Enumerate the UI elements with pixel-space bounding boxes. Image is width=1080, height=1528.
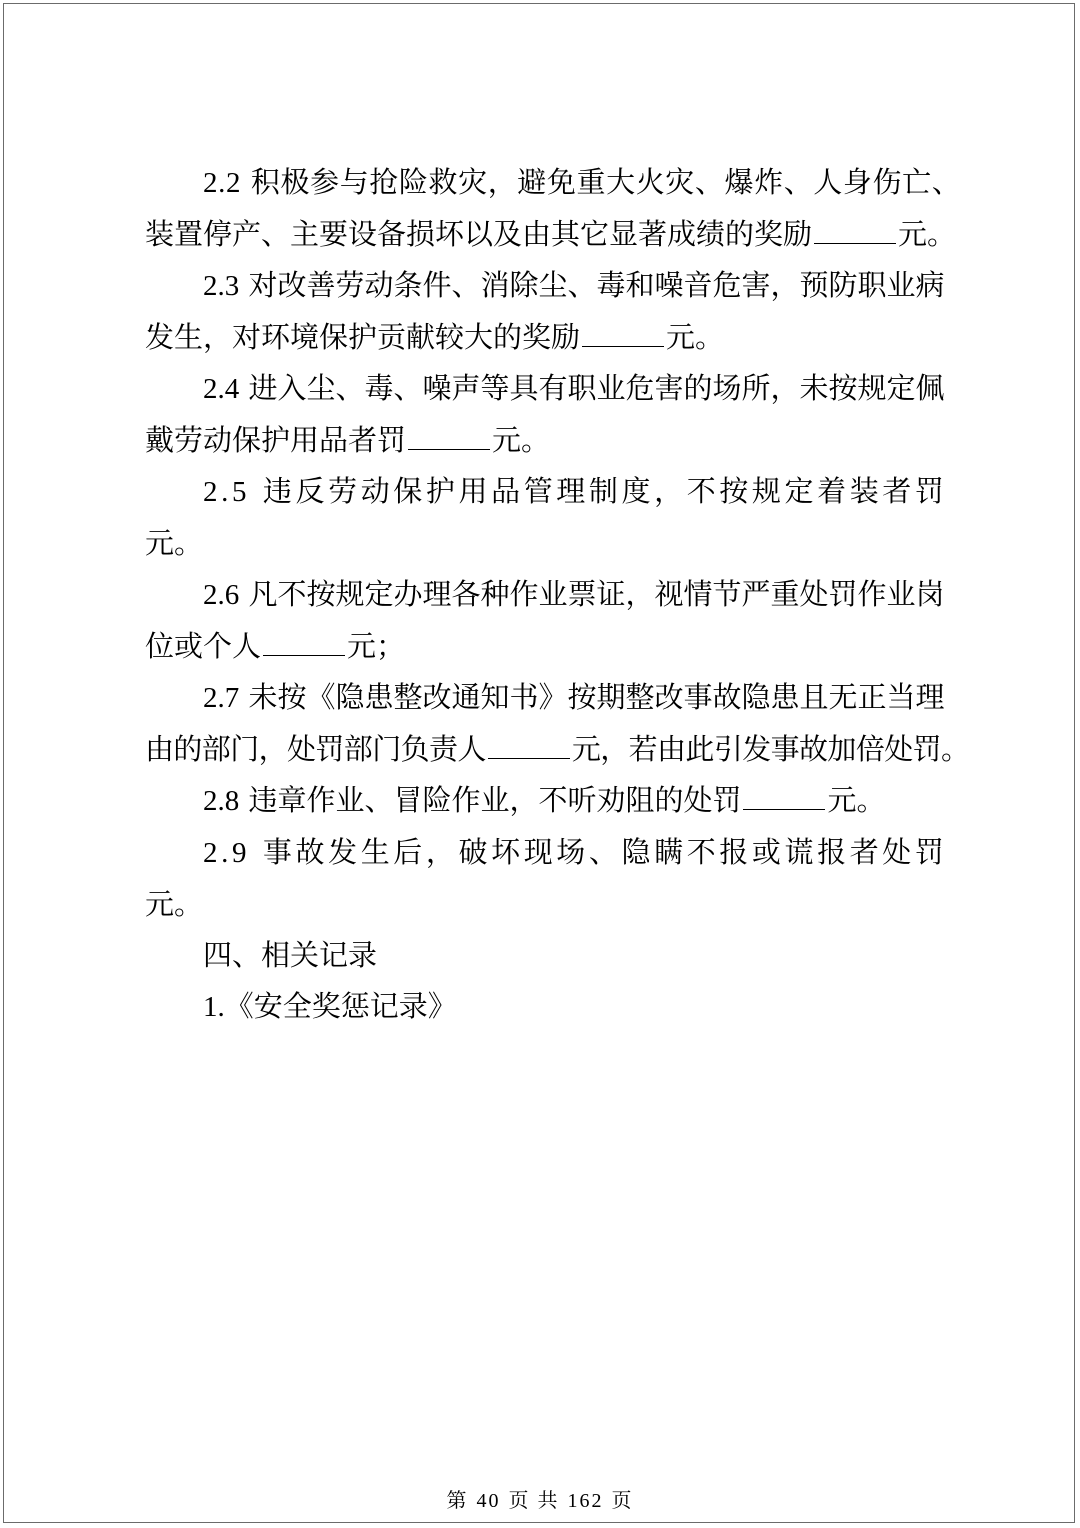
item-2-2: 2.2 积极参与抢险救灾，避免重大火灾、爆炸、人身伤亡、 装置停产、主要设备损坏以及由其它显著成绩的奖励 元。: [145, 165, 962, 251]
item-2-3: 2.3 对改善劳动条件、消除尘、毒和噪音危害，预防职业病 发生，对环境保护贡献较大的奖励 元。: [145, 268, 945, 354]
blank-line: [488, 757, 570, 759]
blank-line: [743, 808, 825, 810]
total-pages: 162: [567, 1490, 604, 1512]
item-2-5: 2.5 违反劳动保护用品管理制度，不按规定着装者罚 元。: [145, 474, 948, 560]
item-2-6: 2.6 凡不按规定办理各种作业票证，视情节严重处罚作业岗 位或个人 元；: [145, 577, 945, 663]
blank-line: [814, 242, 896, 244]
item-2-9: 2.9 事故发生后，破坏现场、隐瞒不报或谎报者处罚 元。: [145, 835, 948, 921]
record-item: 1.《安全奖惩记录》: [203, 989, 457, 1023]
item-2-7: 2.7 未按《隐患整改通知书》按期整改事故隐患且无正当理 由的部门，处罚部门负责人 元，若由此引发事故加倍处罚。: [145, 680, 970, 766]
section-title: 四、相关记录: [203, 938, 378, 972]
blank-line: [263, 654, 345, 656]
item-2-4: 2.4 进入尘、毒、噪声等具有职业危害的场所，未按规定佩 戴劳动保护用品者罚 元。: [145, 371, 945, 457]
blank-line: [582, 345, 664, 347]
page-footer: 第 40 页 共 162 页: [446, 1490, 634, 1512]
item-2-8: 2.8 违章作业、冒险作业，不听劝阻的处罚 元。: [203, 783, 886, 817]
blank-line: [408, 448, 490, 450]
page-number: 40: [476, 1490, 501, 1512]
document-body: [145, 157, 970, 1033]
